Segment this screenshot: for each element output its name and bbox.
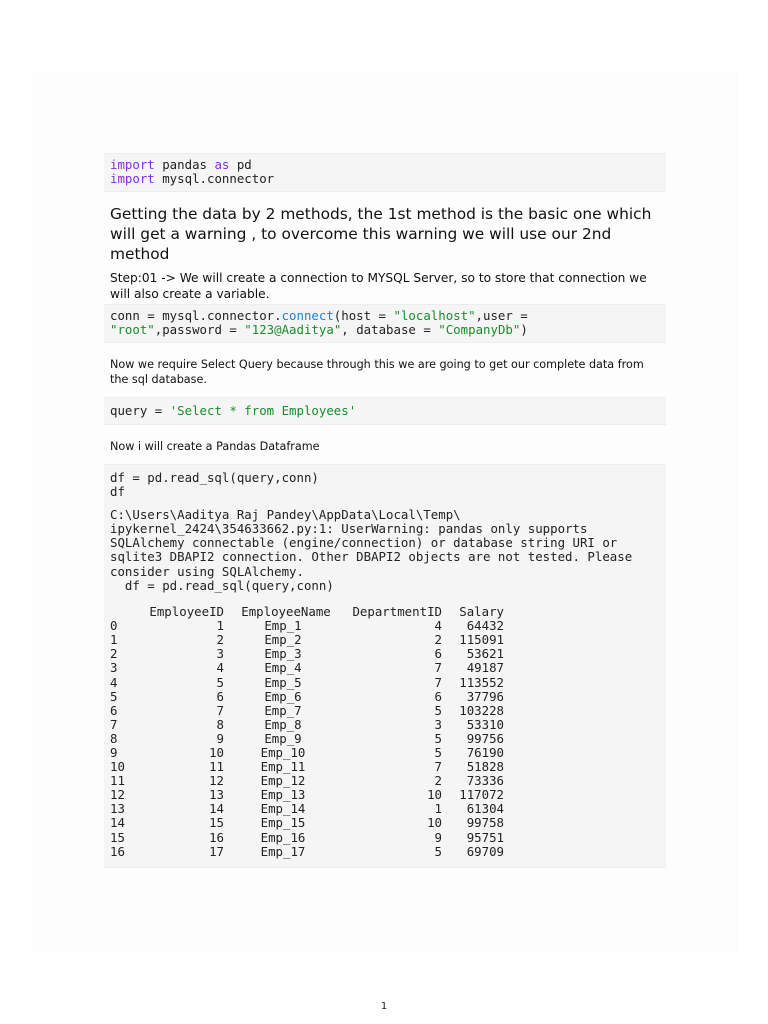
row-index: 6	[110, 702, 118, 718]
df-code-line: df	[110, 484, 125, 500]
employee-id-cell: 9	[216, 730, 224, 746]
as-keyword: as	[214, 157, 230, 172]
module-name: mysql.connector	[154, 171, 275, 187]
department-id-cell: 7	[434, 660, 442, 676]
row-index: 4	[110, 674, 118, 690]
query-prefix: query =	[110, 402, 170, 418]
row-index: 15	[110, 829, 125, 845]
step-text: Step:01 -> We will create a connection to MYSQL Server, so to store that connection we will also create a variable.	[110, 270, 647, 301]
table-row	[110, 633, 504, 647]
salary-cell: 103228	[459, 702, 504, 718]
employee-name-cell: Emp_11	[260, 759, 306, 775]
table-row	[110, 774, 504, 788]
employee-name-cell: Emp_1	[264, 618, 302, 634]
salary-cell: 99758	[466, 815, 504, 831]
department-id-cell: 4	[434, 618, 442, 634]
employee-id-cell: 16	[209, 829, 224, 845]
row-index: 7	[110, 716, 118, 732]
table-body	[110, 619, 504, 859]
table-row	[110, 760, 504, 774]
employee-name-cell: Emp_2	[264, 632, 302, 648]
employee-name-cell: Emp_16	[260, 829, 306, 845]
employee-id-cell: 6	[216, 688, 224, 704]
department-id-cell: 7	[434, 759, 442, 775]
host-string: "localhost"	[393, 307, 476, 323]
employee-name-cell: Emp_9	[264, 730, 302, 746]
table-row	[110, 845, 504, 859]
warning-output: C:\Users\Aaditya Raj Pandey\AppData\Local\Temp\ ipykernel_2424\354633662.py:1: UserWarning: pandas only supports SQLAlchemy connectable (engine/connection) or database string URI or sqlite3 DBAPI2 connection. Other DBAPI2 objects are not tested. Please consider using SQLAlchemy. df = pd.read_sql(query,conn)	[110, 506, 633, 593]
department-id-cell: 1	[434, 801, 442, 817]
department-id-cell: 2	[434, 773, 442, 789]
employee-id-cell: 10	[209, 745, 224, 760]
code-cell-connection[interactable]	[104, 304, 666, 343]
notebook-content	[104, 153, 666, 868]
employee-id-cell: 15	[209, 815, 224, 831]
conn-args: )	[520, 322, 528, 338]
table-row	[110, 690, 504, 704]
markdown-heading: Getting the data by 2 methods, the 1st method is the basic one which will get a warning , to overcome this warning we will use our 2nd method	[110, 204, 652, 263]
salary-cell: 76190	[466, 745, 504, 760]
row-index: 2	[110, 646, 118, 662]
conn-args: ,password =	[154, 322, 245, 338]
row-index: 16	[110, 843, 125, 859]
database-string: "CompanyDb"	[438, 322, 521, 338]
column-header: Salary	[459, 604, 504, 620]
row-index: 3	[110, 660, 118, 676]
conn-args: , database =	[341, 322, 439, 338]
row-index: 10	[110, 759, 125, 775]
employee-name-cell: Emp_17	[260, 843, 306, 859]
alias-name: pd	[229, 157, 252, 172]
salary-cell: 113552	[459, 674, 504, 690]
employee-name-cell: Emp_4	[264, 660, 302, 676]
salary-cell: 49187	[466, 660, 504, 676]
department-id-cell: 10	[427, 815, 442, 831]
department-id-cell: 5	[434, 702, 442, 718]
code-cell-dataframe[interactable]	[104, 464, 666, 868]
table-row	[110, 746, 504, 760]
table-row	[110, 718, 504, 732]
page-number: 1	[380, 1001, 388, 1012]
employee-id-cell: 17	[209, 843, 224, 859]
query-note: Now we require Select Query because through this we are going to get our complete data from the sql database.	[110, 357, 644, 386]
department-id-cell: 6	[434, 688, 442, 704]
employee-name-cell: Emp_12	[260, 773, 306, 789]
conn-args: (host =	[333, 307, 394, 323]
row-index: 14	[110, 815, 125, 831]
code-cell-query[interactable]	[104, 397, 666, 425]
employee-id-cell: 8	[216, 716, 224, 732]
department-id-cell: 9	[434, 829, 442, 845]
employee-name-cell: Emp_14	[260, 801, 306, 817]
table-row	[110, 816, 504, 830]
department-id-cell: 2	[434, 632, 442, 648]
employee-name-cell: Emp_6	[264, 688, 302, 704]
import-keyword: import	[110, 157, 155, 172]
password-string: "123@Aaditya"	[244, 322, 342, 338]
table-row	[110, 732, 504, 746]
employee-id-cell: 11	[209, 759, 224, 775]
salary-cell: 115091	[459, 632, 504, 648]
table-header-row	[110, 605, 504, 619]
employee-name-cell: Emp_15	[260, 815, 306, 831]
table-row	[110, 676, 504, 690]
employee-id-cell: 1	[216, 618, 224, 634]
employee-name-cell: Emp_7	[264, 702, 302, 718]
employee-name-cell: Emp_10	[260, 745, 306, 760]
column-header: EmployeeName	[241, 604, 331, 620]
salary-cell: 69709	[466, 843, 504, 859]
employee-name-cell: Emp_5	[264, 674, 302, 690]
department-id-cell: 5	[434, 843, 442, 859]
index-header	[110, 605, 140, 619]
row-index: 0	[110, 618, 118, 634]
employee-id-cell: 12	[209, 773, 224, 789]
employee-id-cell: 4	[216, 660, 224, 676]
department-id-cell: 5	[434, 745, 442, 760]
row-index: 1	[110, 632, 118, 648]
salary-cell: 53621	[466, 646, 504, 662]
connect-function: connect	[281, 307, 334, 323]
row-index: 11	[110, 773, 125, 789]
conn-prefix: conn = mysql.connector.	[110, 307, 282, 323]
salary-cell: 61304	[466, 801, 504, 817]
salary-cell: 53310	[466, 716, 504, 732]
salary-cell: 73336	[466, 773, 504, 789]
employee-name-cell: Emp_13	[260, 787, 306, 803]
import-keyword: import	[110, 171, 155, 187]
salary-cell: 117072	[459, 787, 504, 803]
user-string: "root"	[110, 322, 155, 338]
employee-id-cell: 14	[209, 801, 224, 817]
employee-id-cell: 5	[216, 674, 224, 690]
table-row	[110, 619, 504, 633]
query-string: 'Select * from Employees'	[169, 402, 357, 418]
row-index: 9	[110, 745, 118, 760]
employee-id-cell: 3	[216, 646, 224, 662]
table-row	[110, 661, 504, 675]
conn-args: ,user =	[475, 307, 536, 323]
department-id-cell: 6	[434, 646, 442, 662]
column-header: DepartmentID	[352, 604, 442, 620]
table-row	[110, 831, 504, 845]
column-header: EmployeeID	[149, 604, 224, 620]
table-row	[110, 647, 504, 661]
employee-name-cell: Emp_8	[264, 716, 302, 732]
salary-cell: 99756	[466, 730, 504, 746]
employee-name-cell: Emp_3	[264, 646, 302, 662]
employee-id-cell: 7	[216, 702, 224, 718]
department-id-cell: 3	[434, 716, 442, 732]
employee-id-cell: 2	[216, 632, 224, 648]
dataframe-table	[110, 605, 504, 859]
department-id-cell: 5	[434, 730, 442, 746]
code-cell-imports[interactable]	[104, 153, 666, 192]
df-code-line: df = pd.read_sql(query,conn)	[110, 470, 319, 486]
table-row	[110, 788, 504, 802]
row-index: 8	[110, 730, 118, 746]
salary-cell: 64432	[466, 618, 504, 634]
salary-cell: 51828	[466, 759, 504, 775]
row-index: 5	[110, 688, 118, 704]
department-id-cell: 7	[434, 674, 442, 690]
module-name: pandas	[154, 157, 215, 172]
table-row	[110, 704, 504, 718]
salary-cell: 95751	[466, 829, 504, 845]
dataframe-note: Now i will create a Pandas Dataframe	[110, 440, 320, 454]
department-id-cell: 10	[427, 787, 442, 803]
table-row	[110, 802, 504, 816]
row-index: 13	[110, 801, 125, 817]
employee-id-cell: 13	[209, 787, 224, 803]
salary-cell: 37796	[466, 688, 504, 704]
row-index: 12	[110, 787, 125, 803]
